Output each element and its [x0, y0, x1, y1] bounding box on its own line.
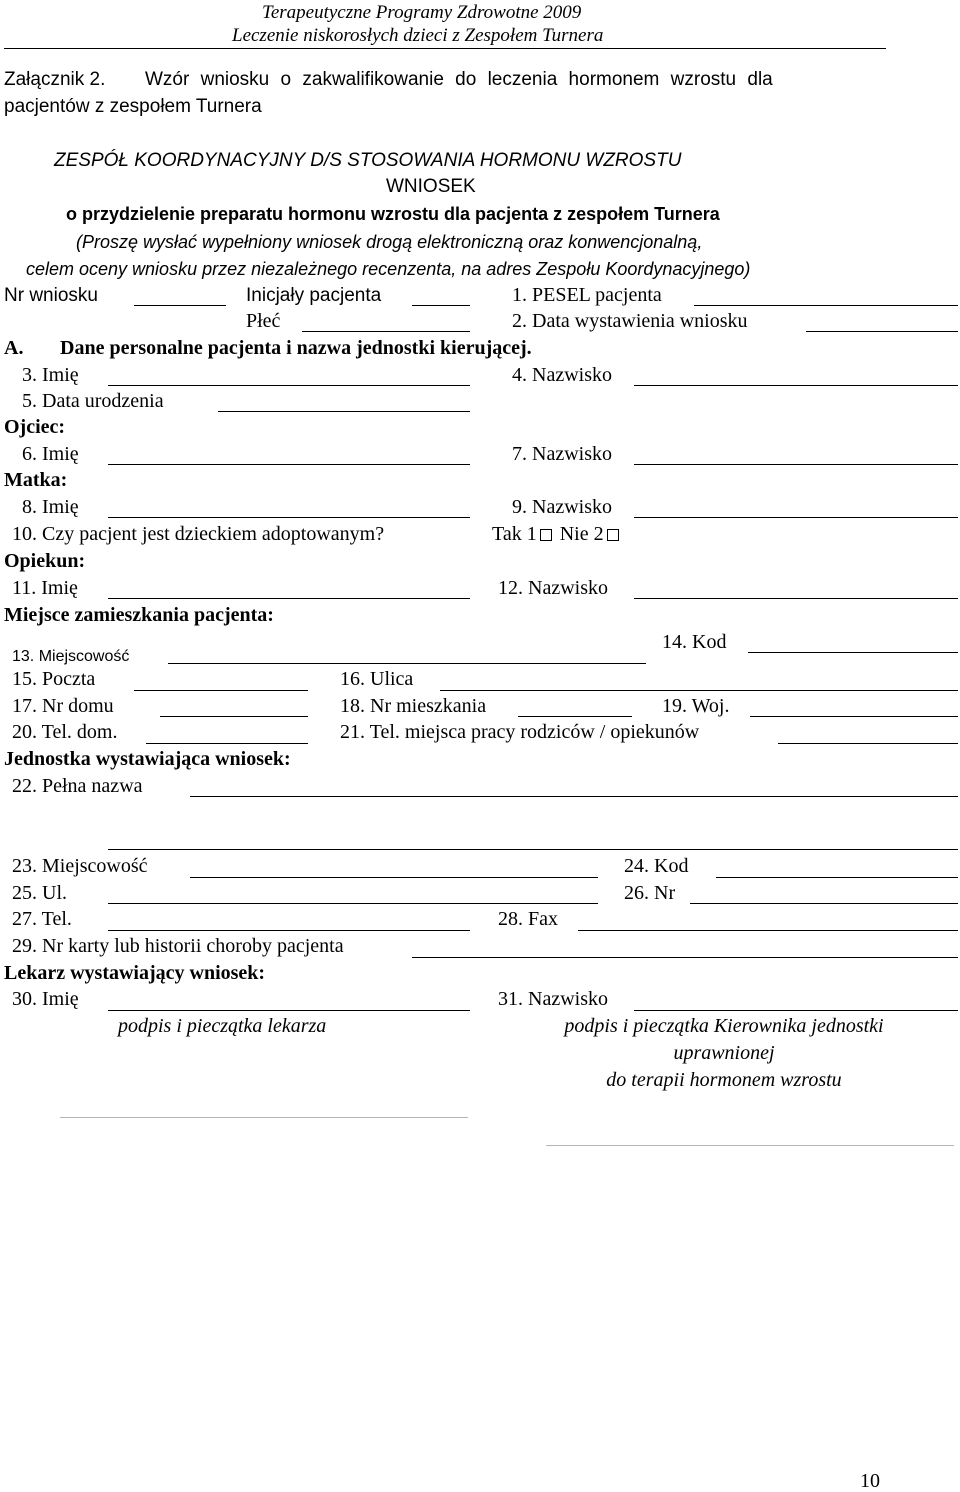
parents-work-phone-label: 21. Tel. miejsca pracy rodziców / opiekunów	[340, 721, 700, 743]
city-field[interactable]	[168, 663, 646, 664]
application-number-field[interactable]	[134, 305, 226, 306]
head-signature-caption-line-3: do terapii hormonem wzrostu	[606, 1069, 842, 1091]
apartment-number-label: 18. Nr mieszkania	[340, 695, 487, 717]
unit-street-label: 25. Ul.	[12, 882, 67, 904]
birth-date-field[interactable]	[218, 411, 470, 412]
doctor-first-name-field[interactable]	[108, 1010, 470, 1011]
adopted-yes-checkbox[interactable]	[540, 529, 552, 541]
guardian-last-name-label: 12. Nazwisko	[498, 577, 608, 599]
pesel-label: 1. PESEL pacjenta	[512, 284, 662, 306]
city-label: 13. Miejscowość	[12, 648, 130, 665]
street-field[interactable]	[440, 690, 958, 691]
sex-label: Płeć	[246, 310, 281, 332]
unit-postal-code-label: 24. Kod	[624, 855, 689, 877]
postal-code-field[interactable]	[748, 652, 958, 653]
patient-first-name-label: 3. Imię	[22, 364, 79, 386]
unit-number-label: 26. Nr	[624, 882, 676, 904]
sex-field[interactable]	[302, 331, 470, 332]
doctor-signature-caption: podpis i pieczątka lekarza	[118, 1015, 327, 1037]
mother-heading: Matka:	[4, 469, 68, 491]
patient-initials-label: Inicjały pacjenta	[246, 285, 382, 306]
post-office-label: 15. Poczta	[12, 668, 96, 690]
doctor-first-name-label: 30. Imię	[12, 988, 79, 1010]
attachment-title-line-2: pacjentów z zespołem Turnera	[4, 96, 262, 117]
unit-fax-field[interactable]	[578, 930, 958, 931]
head-signature-caption-line-2: uprawnionej	[673, 1042, 775, 1064]
unit-phone-label: 27. Tel.	[12, 908, 72, 930]
form-note-line-2: celem oceny wniosku przez niezależnego recenzenta, na adres Zespołu Koordynacyjnego)	[26, 259, 751, 279]
pesel-field[interactable]	[694, 305, 958, 306]
mother-first-name-label: 8. Imię	[22, 496, 79, 518]
form-subheading: WNIOSEK	[386, 176, 476, 197]
father-last-name-label: 7. Nazwisko	[512, 443, 612, 465]
house-number-label: 17. Nr domu	[12, 695, 114, 717]
adopted-question: 10. Czy pacjent jest dzieckiem adoptowanym?	[12, 523, 385, 545]
guardian-heading: Opiekun:	[4, 550, 86, 572]
header-line-2: Leczenie niskorosłych dzieci z Zespołem Turnera	[232, 25, 604, 46]
father-last-name-field[interactable]	[634, 464, 958, 465]
page-number: 10	[860, 1470, 880, 1492]
street-label: 16. Ulica	[340, 668, 414, 690]
doctor-heading: Lekarz wystawiający wniosek:	[4, 962, 266, 984]
application-number-label: Nr wniosku	[4, 285, 98, 306]
home-phone-label: 20. Tel. dom.	[12, 721, 118, 743]
apartment-number-field[interactable]	[518, 716, 632, 717]
home-phone-field[interactable]	[146, 743, 308, 744]
voivodeship-label: 19. Woj.	[662, 695, 730, 717]
form-note-line-1: (Proszę wysłać wypełniony wniosek drogą elektroniczną oraz konwencjonalną,	[76, 232, 703, 252]
post-office-field[interactable]	[134, 690, 308, 691]
unit-phone-field[interactable]	[108, 930, 470, 931]
unit-city-field[interactable]	[190, 877, 598, 878]
father-first-name-field[interactable]	[108, 464, 470, 465]
head-signature-caption-line-1: podpis i pieczątka Kierownika jednostki	[564, 1015, 884, 1037]
doctor-last-name-field[interactable]	[634, 1010, 958, 1011]
section-a-letter: A.	[4, 337, 24, 359]
guardian-first-name-field[interactable]	[108, 598, 470, 599]
issuing-unit-heading: Jednostka wystawiająca wniosek:	[4, 748, 291, 770]
medical-record-label: 29. Nr karty lub historii choroby pacjenta	[12, 935, 344, 957]
doctor-signature-line[interactable]	[60, 1117, 468, 1118]
section-a-title: Dane personalne pacjenta i nazwa jednostki kierującej.	[60, 337, 532, 359]
residence-heading: Miejsce zamieszkania pacjenta:	[4, 604, 274, 626]
header-rule	[4, 48, 886, 49]
full-name-field-continuation[interactable]	[108, 849, 958, 850]
unit-street-field[interactable]	[108, 903, 598, 904]
parents-work-phone-field[interactable]	[778, 743, 958, 744]
mother-last-name-field[interactable]	[634, 517, 958, 518]
mother-last-name-label: 9. Nazwisko	[512, 496, 612, 518]
house-number-field[interactable]	[160, 716, 308, 717]
adopted-no-label: Nie 2	[559, 523, 604, 545]
guardian-first-name-label: 11. Imię	[12, 577, 78, 599]
full-name-label: 22. Pełna nazwa	[12, 775, 143, 797]
form-heading: ZESPÓŁ KOORDYNACYJNY D/S STOSOWANIA HORMONU WZROSTU	[54, 150, 682, 171]
guardian-last-name-field[interactable]	[634, 598, 958, 599]
adopted-yes-label: Tak 1	[492, 523, 537, 545]
header-line-1: Terapeutyczne Programy Zdrowotne 2009	[262, 2, 582, 23]
form-purpose: o przydzielenie preparatu hormonu wzrostu dla pacjenta z zespołem Turnera	[66, 204, 720, 224]
mother-first-name-field[interactable]	[108, 517, 470, 518]
father-heading: Ojciec:	[4, 416, 66, 438]
attachment-label: Załącznik 2.	[4, 69, 106, 90]
adopted-options	[492, 523, 622, 545]
head-signature-line[interactable]	[546, 1145, 954, 1146]
issue-date-label: 2. Data wystawienia wniosku	[512, 310, 748, 332]
unit-city-label: 23. Miejscowość	[12, 855, 148, 877]
voivodeship-field[interactable]	[750, 716, 958, 717]
medical-record-field[interactable]	[412, 957, 958, 958]
doctor-last-name-label: 31. Nazwisko	[498, 988, 608, 1010]
postal-code-label: 14. Kod	[662, 631, 727, 653]
unit-fax-label: 28. Fax	[498, 908, 558, 930]
patient-last-name-label: 4. Nazwisko	[512, 364, 612, 386]
unit-postal-code-field[interactable]	[716, 877, 958, 878]
full-name-field[interactable]	[190, 796, 958, 797]
unit-number-field[interactable]	[690, 903, 958, 904]
patient-initials-field[interactable]	[412, 305, 470, 306]
patient-last-name-field[interactable]	[634, 385, 958, 386]
birth-date-label: 5. Data urodzenia	[22, 390, 164, 412]
patient-first-name-field[interactable]	[108, 385, 470, 386]
adopted-no-checkbox[interactable]	[607, 529, 619, 541]
attachment-title: Wzór wniosku o zakwalifikowanie do leczenia hormonem wzrostu dla	[145, 69, 773, 90]
issue-date-field[interactable]	[806, 331, 958, 332]
father-first-name-label: 6. Imię	[22, 443, 79, 465]
